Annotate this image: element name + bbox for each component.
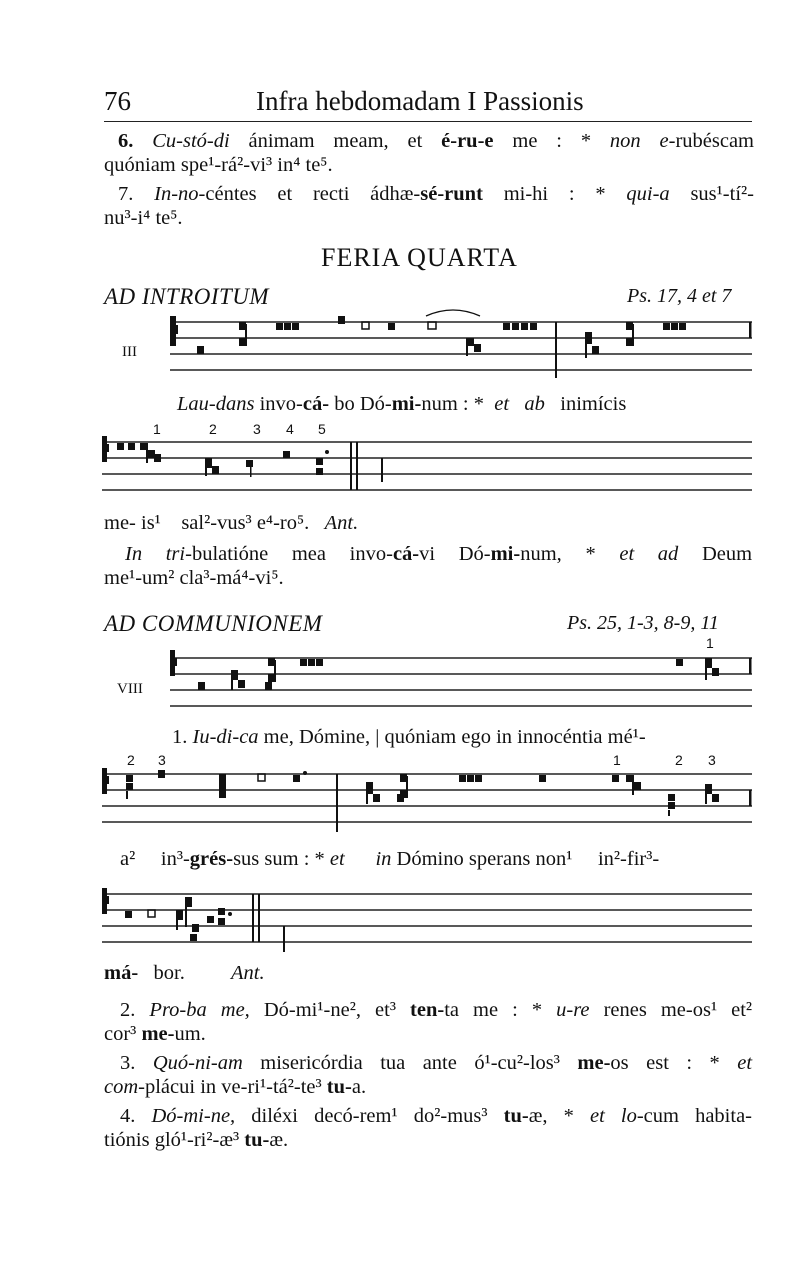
introit-neume-number: 4 [286, 421, 294, 437]
lyric: me, Dómine, | quóniam ego in innocéntia mé¹- [263, 726, 646, 748]
introit-neume-number: 5 [318, 421, 326, 437]
verse-2-line-1 [120, 1000, 752, 1021]
verse-text: æ. [269, 1129, 289, 1151]
verse-text: ten- [410, 999, 445, 1021]
verse-7-line-2: nu³-i⁴ te⁵. [104, 207, 183, 229]
page-number: 76 [104, 86, 131, 116]
communion-neume-number: 1 [706, 635, 714, 651]
verse-text: sé-runt [420, 183, 483, 205]
verse-text: a. [351, 1076, 367, 1098]
introit-text-line-1 [177, 394, 626, 415]
verse-6-line-2: quóniam spe¹-rá²-vi³ in⁴ te⁵. [104, 154, 333, 176]
verse-text: um. [174, 1023, 206, 1045]
lyric: tri- [165, 543, 192, 565]
lyric: * [585, 543, 596, 565]
lyric: in²-fir³- [597, 848, 660, 870]
lyric: Iu-di- [192, 726, 240, 748]
lyric: ab [524, 393, 545, 415]
verse-number: 3. [120, 1052, 136, 1074]
verse-text: tu- [503, 1105, 529, 1127]
verse-text: æ, * [528, 1105, 574, 1127]
introit-mode: III [122, 344, 137, 360]
lyric: sus sum : * [233, 848, 325, 870]
lyric: 1. [172, 726, 188, 748]
communion-neume-number: 2 [675, 752, 683, 768]
lyric: et ad [619, 543, 679, 565]
lyric: bulatióne mea invo- [191, 543, 393, 565]
verse-text: diléxi decó-rem¹ do²-mus³ [251, 1105, 488, 1127]
introit-neume-number: 1 [153, 421, 161, 437]
introit-verse-line-1 [125, 544, 752, 565]
verse-text: mi-hi : * [482, 183, 627, 205]
introit-staff-1 [0, 312, 800, 382]
lyric: Lau-dans [177, 393, 255, 415]
verse-number: 4. [120, 1105, 136, 1127]
lyric: má- [104, 962, 139, 984]
verse-text: renes me-os¹ et² [603, 999, 753, 1021]
lyric: me- is¹ [104, 512, 161, 534]
verse-text: os est : * [610, 1052, 720, 1074]
lyric: num : * [421, 393, 484, 415]
communion-neume-number: 3 [158, 752, 166, 768]
communion-staff-2 [0, 766, 800, 836]
verse-text: ánimam meam, et [229, 130, 442, 152]
verse-number: 2. [120, 999, 136, 1021]
verse-7-line-1 [118, 184, 754, 205]
communion-text-line-2 [120, 849, 659, 870]
verse-text: tu- [244, 1129, 270, 1151]
verse-number: 6. [118, 130, 134, 152]
verse-4-line-2 [104, 1130, 288, 1151]
verse-text: me : * [493, 130, 610, 152]
verse-text: non e [609, 130, 669, 152]
introit-psalm-reference: Ps. 17, 4 et 7 [627, 285, 732, 307]
lyric: Ant. [324, 512, 359, 534]
lyric: et [329, 848, 345, 870]
lyric: a² [120, 848, 136, 870]
communion-neume-number: 2 [127, 752, 135, 768]
introit-neume-number: 3 [253, 421, 261, 437]
verse-text: com- [104, 1076, 145, 1098]
verse-text: In-no- [154, 183, 206, 205]
communion-text-line-1 [172, 727, 646, 748]
communion-neume-number: 3 [708, 752, 716, 768]
lyric: bo Dó- [329, 393, 392, 415]
communion-psalm-reference: Ps. 25, 1-3, 8-9, 11 [567, 612, 719, 634]
verse-text: Dó-mi¹-ne², [263, 999, 361, 1021]
introit-rubric: AD INTROITUM [104, 284, 270, 309]
verse-text: Pro-ba me, [149, 999, 250, 1021]
verse-text: u-re [556, 999, 590, 1021]
lyric: in [375, 848, 392, 870]
lyric: grés- [189, 848, 234, 870]
introit-verse-line-2: me¹-um² cla³-má⁴-vi⁵. [104, 567, 284, 589]
verse-text: sus¹-tí²- [669, 183, 754, 205]
communion-mode: VIII [117, 681, 143, 697]
lyric: et [494, 393, 510, 415]
verse-4-line-1 [120, 1106, 752, 1127]
verse-text: et³ [375, 999, 396, 1021]
verse-text: cor³ [104, 1023, 137, 1045]
lyric: In [125, 543, 143, 565]
lyric: mi- [490, 543, 521, 565]
lyric: Ant. [230, 962, 265, 984]
lyric: sal²-vus³ [181, 512, 252, 534]
verse-text: qui-a [626, 183, 670, 205]
verse-3-line-1 [120, 1053, 752, 1074]
verse-6-line-1 [118, 131, 754, 152]
verse-text: et lo- [589, 1105, 644, 1127]
verse-number: 7. [118, 183, 134, 205]
verse-text: Quó-ni-am [152, 1052, 243, 1074]
feria-heading: FERIA QUARTA [321, 243, 518, 272]
communion-staff-3 [0, 886, 800, 956]
verse-text: céntes et recti ádhæ- [205, 183, 421, 205]
verse-text: -rubéscam [668, 130, 754, 152]
verse-text: ta me : * [444, 999, 543, 1021]
verse-text: me- [577, 1052, 611, 1074]
lyric: ca [239, 726, 259, 748]
verse-text: plácui in ve-ri¹-tá²-te³ [144, 1076, 322, 1098]
introit-neume-number: 2 [209, 421, 217, 437]
lyric: vi Dó- [419, 543, 491, 565]
lyric: mi- [391, 393, 422, 415]
verse-text: Dó-mi-ne, [151, 1105, 236, 1127]
lyric: invo- [254, 393, 303, 415]
lyric: bor. [153, 962, 185, 984]
lyric: inimícis [560, 393, 627, 415]
verse-text: é-ru-e [441, 130, 494, 152]
verse-text: cum habita- [643, 1105, 752, 1127]
lyric: Dómino sperans non¹ [396, 848, 573, 870]
introit-text-line-2 [104, 513, 358, 534]
verse-text: tiónis gló¹-ri²-æ³ [104, 1129, 240, 1151]
lyric: Deum [701, 543, 753, 565]
verse-text: misericórdia tua ante ó¹-cu²-los³ [260, 1052, 560, 1074]
verse-text: tu- [326, 1076, 352, 1098]
verse-text: Cu-stó-di [152, 130, 230, 152]
running-title: Infra hebdomadam I Passionis [256, 86, 584, 116]
communion-neume-number: 1 [613, 752, 621, 768]
header-rule [104, 121, 752, 122]
lyric: in³- [160, 848, 190, 870]
lyric: e⁴-ro⁵. [256, 512, 310, 534]
verse-text: et [737, 1052, 753, 1074]
verse-2-line-2 [104, 1024, 206, 1045]
introit-staff-2 [0, 436, 800, 506]
lyric: num, [520, 543, 562, 565]
lyric: cá- [302, 393, 330, 415]
verse-text: me- [141, 1023, 175, 1045]
communion-rubric: AD COMMUNIONEM [104, 611, 323, 636]
verse-3-line-2 [104, 1077, 366, 1098]
communion-text-line-3 [104, 963, 265, 984]
lyric: cá- [392, 543, 420, 565]
